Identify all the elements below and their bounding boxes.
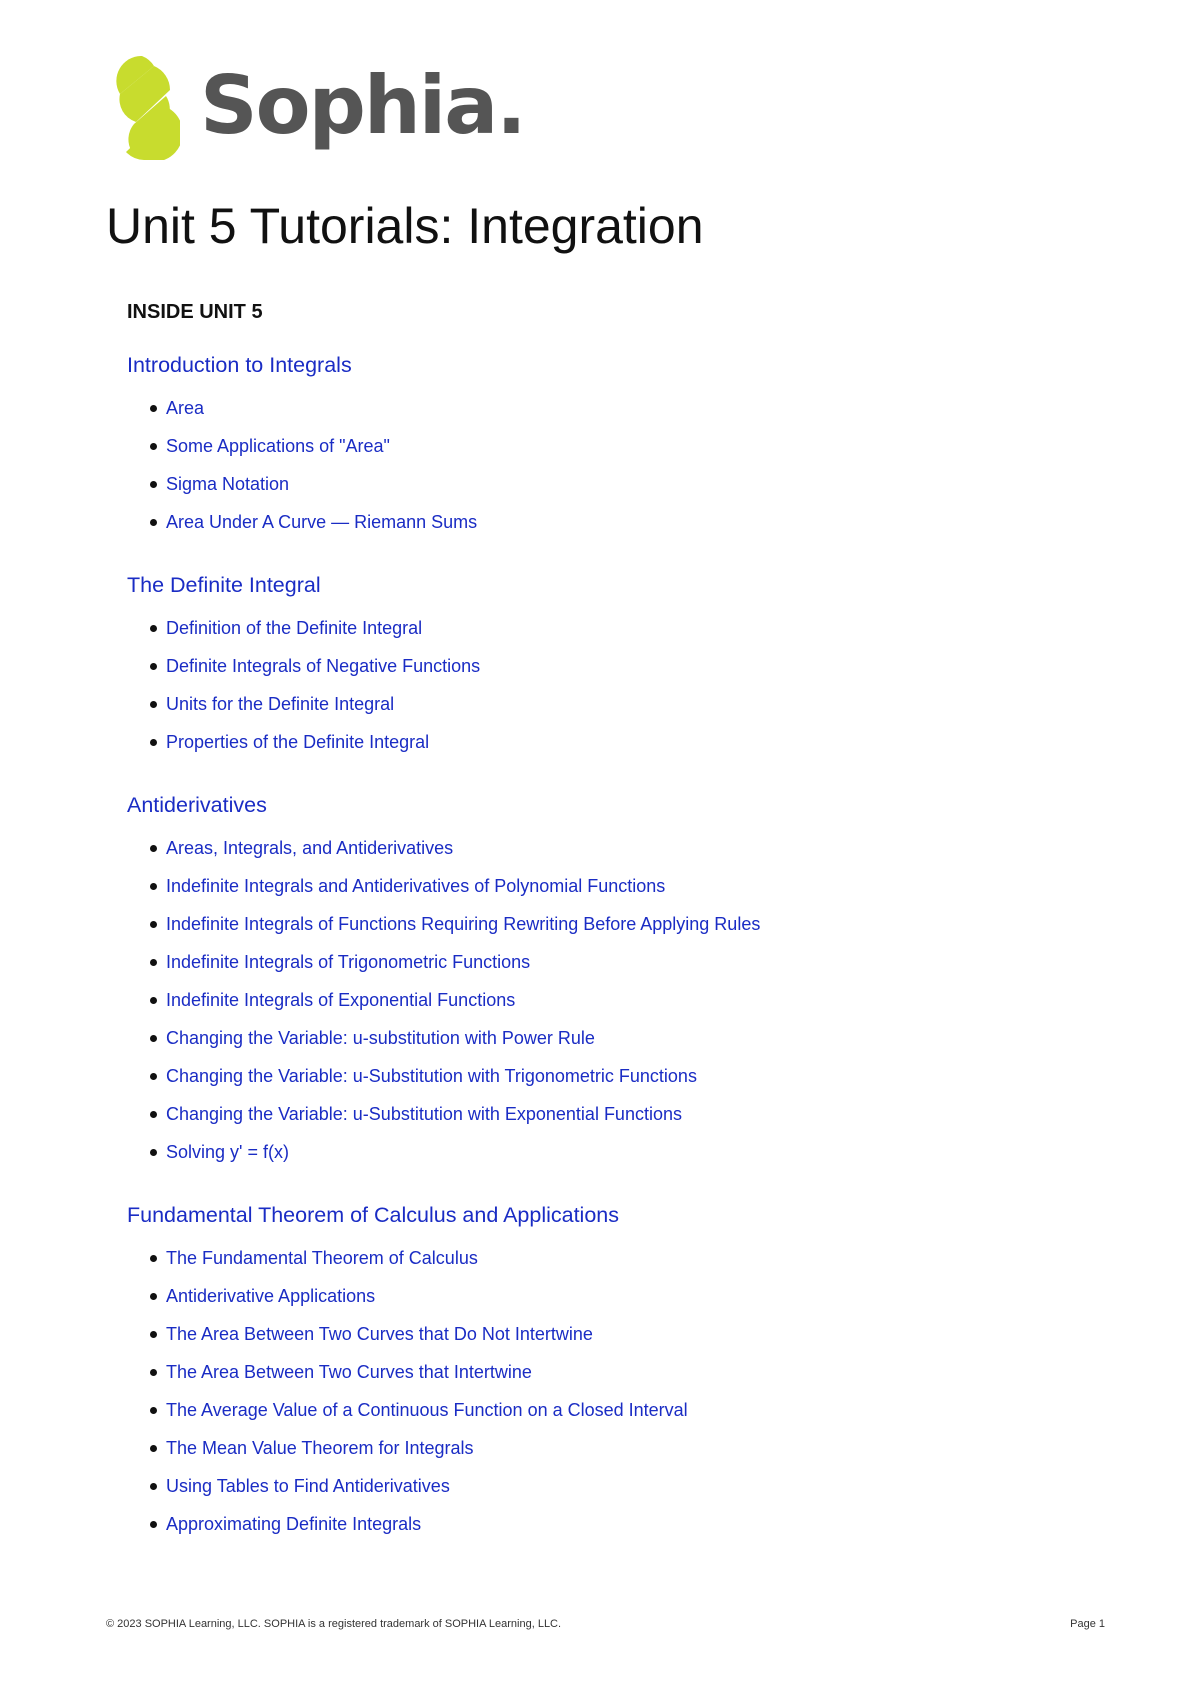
lesson-list-item — [147, 1102, 1127, 1140]
lesson-list-item — [147, 1140, 1127, 1178]
bullet-icon — [150, 443, 157, 450]
lesson-list-item — [147, 1064, 1127, 1102]
lesson-link[interactable]: The Area Between Two Curves that Intertwine — [166, 1362, 532, 1382]
bullet-icon — [150, 1255, 157, 1262]
lesson-link[interactable]: Sigma Notation — [166, 474, 290, 494]
lesson-list-item — [147, 874, 1127, 912]
lesson-list-item — [147, 1026, 1127, 1064]
bullet-icon — [150, 405, 157, 412]
lesson-list-item — [147, 1474, 1127, 1512]
lesson-list-item — [147, 1284, 1127, 1322]
section-title-link[interactable]: The Definite Integral — [127, 573, 321, 597]
lesson-link[interactable]: The Fundamental Theorem of Calculus — [166, 1248, 478, 1268]
lesson-list-item — [147, 396, 1127, 434]
lesson-list — [127, 836, 1127, 1178]
bullet-icon — [150, 739, 157, 746]
lesson-link[interactable]: Area — [166, 398, 205, 418]
lesson-list — [127, 396, 1127, 548]
lesson-list-item — [147, 912, 1127, 950]
sophia-logo-wordmark: Sophia. — [200, 59, 525, 152]
unit-section — [127, 1202, 1127, 1550]
bullet-icon — [150, 1111, 157, 1118]
bullet-icon — [150, 519, 157, 526]
unit-section — [127, 352, 1127, 548]
bullet-icon — [150, 1445, 157, 1452]
lesson-list-item — [147, 692, 1127, 730]
lesson-list-item — [147, 730, 1127, 768]
lesson-link[interactable]: Definite Integrals of Negative Functions — [166, 656, 481, 676]
lesson-link[interactable]: Areas, Integrals, and Antiderivatives — [166, 838, 454, 858]
unit-section — [127, 572, 1127, 768]
lesson-list-item — [147, 434, 1127, 472]
lesson-link[interactable]: Definition of the Definite Integral — [166, 618, 423, 638]
unit-section — [127, 792, 1127, 1178]
section-title-link[interactable]: Fundamental Theorem of Calculus and Applications — [127, 1203, 620, 1227]
lesson-link[interactable]: Using Tables to Find Antiderivatives — [166, 1476, 450, 1496]
lesson-list-item — [147, 1246, 1127, 1284]
lesson-list-item — [147, 1512, 1127, 1550]
lesson-link[interactable]: Indefinite Integrals of Trigonometric Functions — [166, 952, 531, 972]
lesson-list-item — [147, 654, 1127, 692]
bullet-icon — [150, 1521, 157, 1528]
lesson-link[interactable]: Properties of the Definite Integral — [166, 732, 430, 752]
lesson-link[interactable]: Solving y' = f(x) — [166, 1142, 289, 1162]
lesson-link[interactable]: Changing the Variable: u-Substitution with Trigonometric Functions — [166, 1066, 697, 1086]
lesson-list-item — [147, 950, 1127, 988]
lesson-list-item — [147, 988, 1127, 1026]
bullet-icon — [150, 1407, 157, 1414]
sections-container — [127, 352, 1127, 1550]
bullet-icon — [150, 1293, 157, 1300]
section-title-link[interactable]: Introduction to Integrals — [127, 353, 352, 377]
lesson-link[interactable]: Approximating Definite Integrals — [166, 1514, 422, 1534]
lesson-link[interactable]: Some Applications of "Area" — [166, 436, 390, 456]
bullet-icon — [150, 701, 157, 708]
lesson-list-item — [147, 616, 1127, 654]
bullet-icon — [150, 1073, 157, 1080]
bullet-icon — [150, 921, 157, 928]
lesson-list-item — [147, 1436, 1127, 1474]
page-number: Page 1 — [1070, 1618, 1105, 1630]
lesson-list — [127, 1246, 1127, 1550]
lesson-link[interactable]: Indefinite Integrals of Exponential Functions — [166, 990, 516, 1010]
lesson-link[interactable]: The Area Between Two Curves that Do Not Intertwine — [166, 1324, 593, 1344]
lesson-link[interactable]: Changing the Variable: u-substitution with Power Rule — [166, 1028, 595, 1048]
bullet-icon — [150, 959, 157, 966]
lesson-link[interactable]: Changing the Variable: u-Substitution with Exponential Functions — [166, 1104, 682, 1124]
page-footer — [106, 1618, 1105, 1630]
lesson-list-item — [147, 510, 1127, 548]
copyright-notice: © 2023 SOPHIA Learning, LLC. SOPHIA is a registered trademark of SOPHIA Learning, LLC. — [106, 1618, 562, 1630]
bullet-icon — [150, 625, 157, 632]
section-title-link[interactable]: Antiderivatives — [127, 793, 267, 817]
sophia-logo-mark-icon — [104, 56, 180, 160]
sophia-logo — [104, 56, 525, 160]
bullet-icon — [150, 481, 157, 488]
lesson-link[interactable]: Indefinite Integrals and Antiderivatives of Polynomial Functions — [166, 876, 666, 896]
lesson-link[interactable]: Area Under A Curve — Riemann Sums — [166, 512, 478, 532]
lesson-list-item — [147, 1360, 1127, 1398]
bullet-icon — [150, 883, 157, 890]
unit-label: INSIDE UNIT 5 — [127, 301, 263, 323]
lesson-list-item — [147, 472, 1127, 510]
lesson-link[interactable]: Indefinite Integrals of Functions Requiring Rewriting Before Applying Rules — [166, 914, 761, 934]
bullet-icon — [150, 1149, 157, 1156]
lesson-list — [127, 616, 1127, 768]
bullet-icon — [150, 1035, 157, 1042]
lesson-list-item — [147, 1398, 1127, 1436]
lesson-list-item — [147, 1322, 1127, 1360]
lesson-link[interactable]: Units for the Definite Integral — [166, 694, 395, 714]
bullet-icon — [150, 997, 157, 1004]
bullet-icon — [150, 1331, 157, 1338]
page-title: Unit 5 Tutorials: Integration — [106, 198, 704, 254]
bullet-icon — [150, 663, 157, 670]
bullet-icon — [150, 845, 157, 852]
bullet-icon — [150, 1483, 157, 1490]
bullet-icon — [150, 1369, 157, 1376]
lesson-link[interactable]: The Average Value of a Continuous Function on a Closed Interval — [166, 1400, 688, 1420]
lesson-list-item — [147, 836, 1127, 874]
unit-contents — [127, 300, 1127, 1574]
lesson-link[interactable]: The Mean Value Theorem for Integrals — [166, 1438, 474, 1458]
lesson-link[interactable]: Antiderivative Applications — [166, 1286, 376, 1306]
